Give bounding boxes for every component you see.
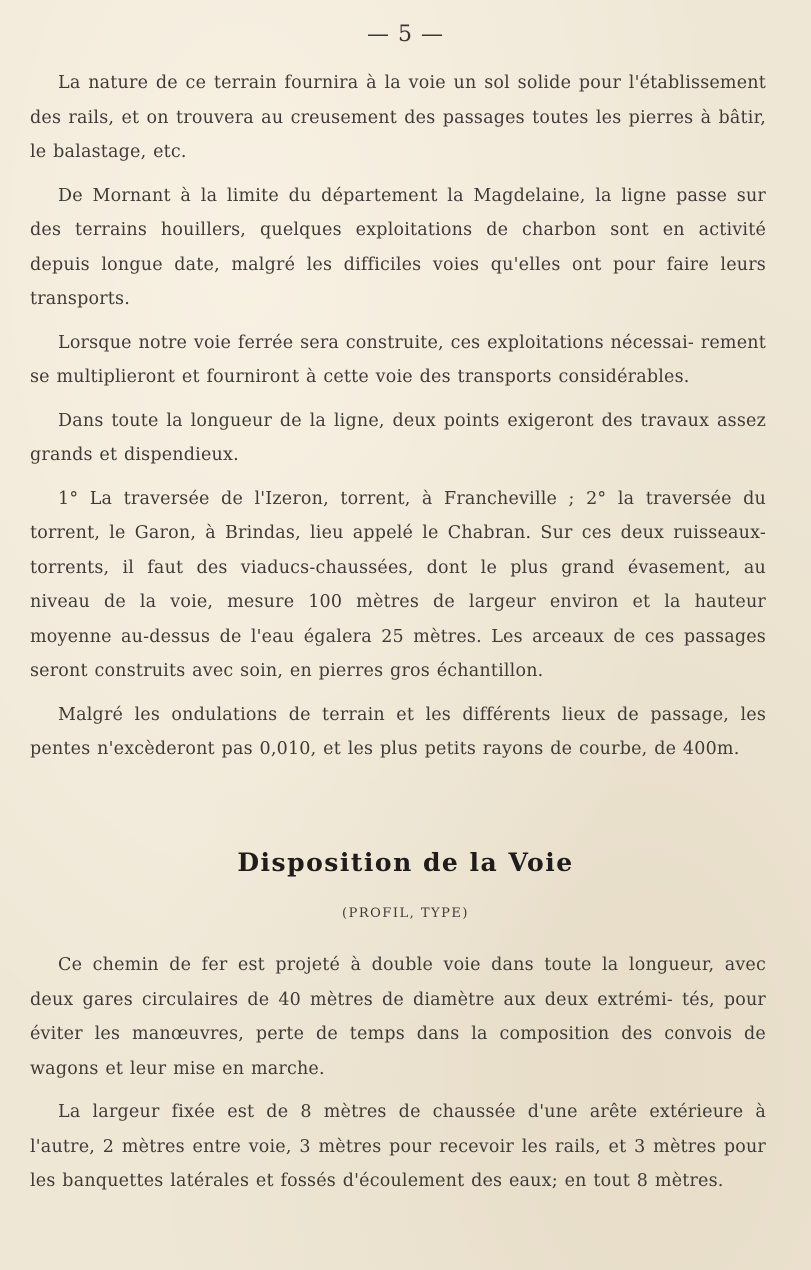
paragraph: Malgré les ondulations de terrain et les différents lieux de passage, les pentes n'excèderont pas 0,010, et les plus petits rayons de courbe, de 400m.	[30, 704, 766, 759]
paragraph: La nature de ce terrain fournira à la voie un sol solide pour l'établissement des rails, et on trouvera au creusement des passages toutes les pierres à bâtir, le balastage, etc.	[30, 73, 766, 162]
paragraph: Ce chemin de fer est projeté à double voie dans toute la longueur, avec deux gares circulaires de 40 mètres de diamètre aux deux extrémi- tés, pour éviter les manœuvres, perte de temps dans la composition des convois de wagons et leur mise en marche.	[30, 955, 766, 1079]
body-section-2	[30, 948, 766, 1208]
page-number: — 5 —	[367, 22, 444, 47]
paragraph: Lorsque notre voie ferrée sera construite, ces exploitations nécessai- rement se multiplieront et fourniront à cette voie des transports considérables.	[30, 332, 766, 387]
paragraph: De Mornant à la limite du département la Magdelaine, la ligne passe sur des terrains houillers, quelques exploitations de charbon sont en activité depuis longue date, malgré les difficiles voies qu'elles ont pour faire leurs transports.	[30, 185, 766, 309]
body-section-1	[30, 66, 766, 776]
section-heading: Disposition de la Voie	[237, 848, 574, 877]
paragraph: Dans toute la longueur de la ligne, deux points exigeront des travaux assez grands et dispendieux.	[30, 410, 766, 465]
paragraph: La largeur fixée est de 8 mètres de chaussée d'une arête extérieure à l'autre, 2 mètres entre voie, 3 mètres pour recevoir les rails, et 3 mètres pour les banquettes latérales et fossés d'écoulement des eaux; en tout 8 mètres.	[30, 1102, 766, 1191]
section-subheading: (PROFIL, TYPE)	[342, 906, 469, 921]
paragraph: 1° La traversée de l'Izeron, torrent, à Francheville ; 2° la traversée du torrent, le Garon, à Brindas, lieu appelé le Chabran. Sur ces deux ruisseaux-torrents, il faut des viaducs-chaussées, dont le plus grand évasement, au niveau de la voie, mesure 100 mètres de largeur environ et la hauteur moyenne au-dessus de l'eau égalera 25 mètres. Les arceaux de ces passages seront construits avec soin, en pierres gros échantillon.	[30, 488, 766, 681]
